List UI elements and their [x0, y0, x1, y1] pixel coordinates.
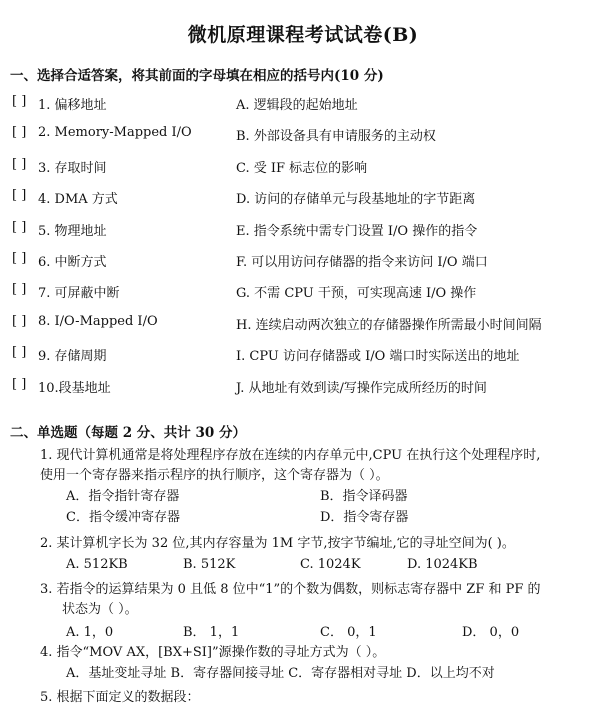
question-3-option-c: C． 0，1 — [320, 625, 377, 640]
answer-bracket[interactable]: [ ] — [12, 345, 27, 361]
question-2-option-d: D. 1024KB — [407, 557, 478, 572]
question-3-option-a: A. 1，0 — [66, 625, 114, 640]
term-label: 2. Memory-Mapped I/O — [38, 125, 192, 141]
question-1-option-c: C．指令缓冲寄存器 — [66, 510, 180, 525]
term-label: 4. DMA 方式 — [38, 192, 118, 208]
term-label: 1. 偏移地址 — [38, 98, 107, 113]
question-1-option-d: D．指令寄存器 — [320, 510, 409, 525]
answer-bracket[interactable]: [ ] — [12, 219, 27, 235]
matching-row — [0, 157, 606, 177]
answer-bracket[interactable]: [ ] — [12, 125, 27, 141]
definition-label: I. CPU 访问存储器或 I/O 端口时实际送出的地址 — [236, 349, 520, 365]
answer-bracket[interactable]: [ ] — [12, 94, 27, 109]
definition-label: E. 指令系统中需专门设置 I/O 操作的指令 — [236, 223, 478, 239]
question-3-option-b: B． 1，1 — [183, 625, 240, 640]
question-3-line-1: 3. 若指令的运算结果为 0 且低 8 位中“1”的个数为偶数，则标志寄存器中 ZF 和 PF 的 — [40, 582, 541, 597]
exam-title: 微机原理课程考试试卷(B) — [187, 24, 419, 46]
question-3-option-d: D． 0，0 — [462, 625, 520, 640]
matching-row — [0, 220, 606, 240]
term-label: 6. 中断方式 — [38, 255, 107, 270]
term-label: 7. 可屏蔽中断 — [38, 286, 120, 302]
answer-bracket[interactable]: [ ] — [12, 156, 27, 172]
section-2-heading: 二、单选题（每题 2 分、共计 30 分） — [10, 425, 246, 441]
matching-row — [0, 125, 606, 145]
question-5-line-1: 5. 根据下面定义的数据段： — [40, 690, 200, 705]
definition-label: G. 不需 CPU 干预，可实现高速 I/O 操作 — [236, 286, 477, 302]
term-label: 10.段基地址 — [38, 380, 111, 396]
term-label: 8. I/O-Mapped I/O — [38, 313, 158, 329]
answer-bracket[interactable]: [ ] — [12, 188, 27, 204]
definition-label: J. 从地址有效到读/写操作完成所经历的时间 — [236, 380, 487, 396]
definition-label: D. 访问的存储单元与段基地址的字节距离 — [236, 192, 476, 208]
question-2-option-c: C. 1024K — [300, 557, 361, 572]
question-2-option-b: B. 512K — [183, 557, 236, 572]
answer-bracket[interactable]: [ ] — [12, 282, 27, 298]
question-2-line-1: 2. 某计算机字长为 32 位,其内存容量为 1M 字节,按字节编址,它的寻址空间为( )。 — [40, 536, 515, 551]
definition-label: F. 可以用访问存储器的指令来访问 I/O 端口 — [236, 255, 488, 270]
matching-row — [0, 314, 606, 334]
matching-row — [0, 345, 606, 365]
matching-row — [0, 188, 606, 208]
question-1-option-a: A．指令指针寄存器 — [66, 489, 180, 504]
answer-bracket[interactable]: [ ] — [12, 313, 27, 329]
matching-row — [0, 251, 606, 271]
question-1-line-2: 使用一个寄存器来指示程序的执行顺序，这个寄存器为（ ）。 — [40, 468, 389, 483]
definition-label: A. 逻辑段的起始地址 — [236, 98, 358, 113]
definition-label: C. 受 IF 标志位的影响 — [236, 160, 368, 176]
matching-row — [0, 282, 606, 302]
question-4-line-1: 4. 指令“MOV AX，[BX+SI]”源操作数的寻址方式为（ ）。 — [40, 645, 386, 660]
question-4-options: A．基址变址寻址 B．寄存器间接寻址 C．寄存器相对寻址 D．以上均不对 — [66, 666, 495, 681]
question-3-line-2: 状态为（ ）。 — [62, 602, 138, 617]
answer-bracket[interactable]: [ ] — [12, 251, 27, 266]
question-1-line-1: 1. 现代计算机通常是将处理程序存放在连续的内存单元中,CPU 在执行这个处理程序时, — [40, 448, 541, 463]
definition-label: B. 外部设备具有申请服务的主动权 — [236, 129, 436, 145]
term-label: 9. 存储周期 — [38, 349, 107, 365]
answer-bracket[interactable]: [ ] — [12, 376, 27, 392]
matching-row — [0, 377, 606, 397]
definition-label: H. 连续启动两次独立的存储器操作所需最小时间间隔 — [236, 317, 542, 333]
question-1-option-b: B．指令译码器 — [320, 489, 408, 504]
matching-row — [0, 94, 606, 114]
section-1-heading: 一、选择合适答案，将其前面的字母填在相应的括号内(10 分) — [10, 68, 384, 84]
question-2-option-a: A. 512KB — [66, 557, 128, 572]
term-label: 3. 存取时间 — [38, 160, 107, 176]
term-label: 5. 物理地址 — [38, 223, 107, 239]
